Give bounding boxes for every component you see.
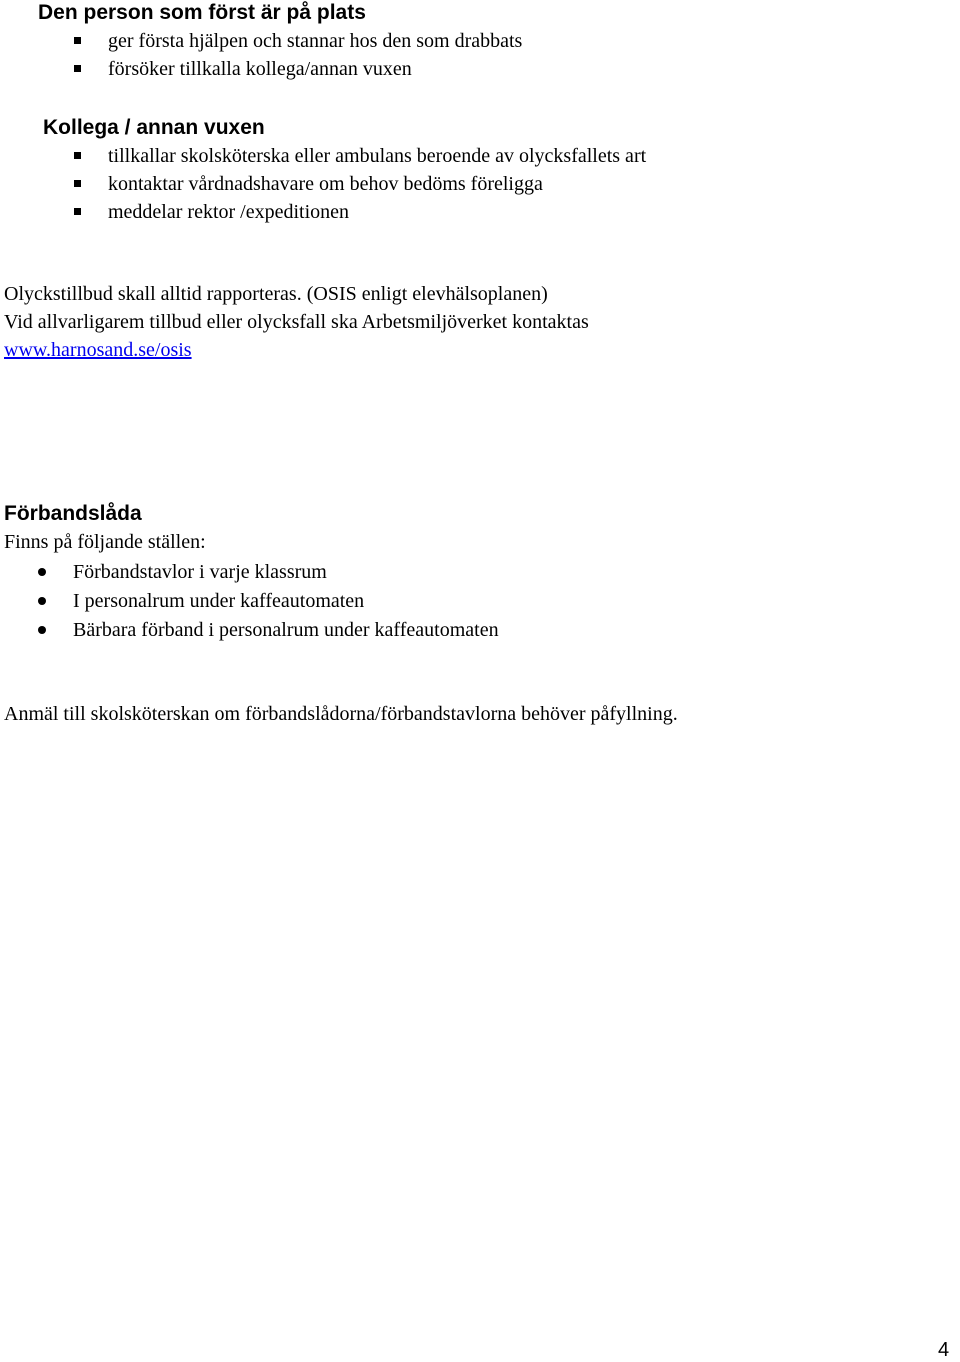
square-bullet-icon [74, 37, 81, 44]
square-bullet-icon [74, 180, 81, 187]
section-heading-first-on-site: Den person som först är på plats [38, 1, 366, 24]
round-bullet-icon [38, 597, 46, 605]
section-heading-first-aid-kit: Förbandslåda [4, 502, 142, 525]
list-item-text: Bärbara förband i personalrum under kaffeautomaten [73, 619, 499, 641]
list-item-text: I personalrum under kaffeautomaten [73, 590, 365, 612]
square-bullet-icon [74, 208, 81, 215]
square-bullet-icon [74, 152, 81, 159]
list-item-text: försöker tillkalla kollega/annan vuxen [108, 58, 412, 80]
round-bullet-icon [38, 568, 46, 576]
report-line-2: Vid allvarligarem tillbud eller olycksfall ska Arbetsmiljöverket kontaktas [4, 311, 589, 333]
page-number: 4 [938, 1339, 950, 1361]
section-heading-colleague: Kollega / annan vuxen [43, 116, 265, 139]
list-item-text: Förbandstavlor i varje klassrum [73, 561, 327, 583]
report-line-1: Olyckstillbud skall alltid rapporteras. (OSIS enligt elevhälsoplanen) [4, 283, 548, 305]
refill-note: Anmäl till skolsköterskan om förbandslådorna/förbandstavlorna behöver påfyllning. [4, 703, 678, 725]
list-item-text: tillkallar skolsköterska eller ambulans beroende av olycksfallets art [108, 145, 647, 167]
osis-link[interactable]: www.harnosand.se/osis [4, 339, 192, 361]
first-aid-kit-intro: Finns på följande ställen: [4, 531, 206, 553]
list-item-text: ger första hjälpen och stannar hos den som drabbats [108, 30, 523, 52]
round-bullet-icon [38, 626, 46, 634]
square-bullet-icon [74, 65, 81, 72]
list-item-text: meddelar rektor /expeditionen [108, 201, 350, 223]
list-item-text: kontaktar vårdnadshavare om behov bedöms föreligga [108, 173, 543, 195]
